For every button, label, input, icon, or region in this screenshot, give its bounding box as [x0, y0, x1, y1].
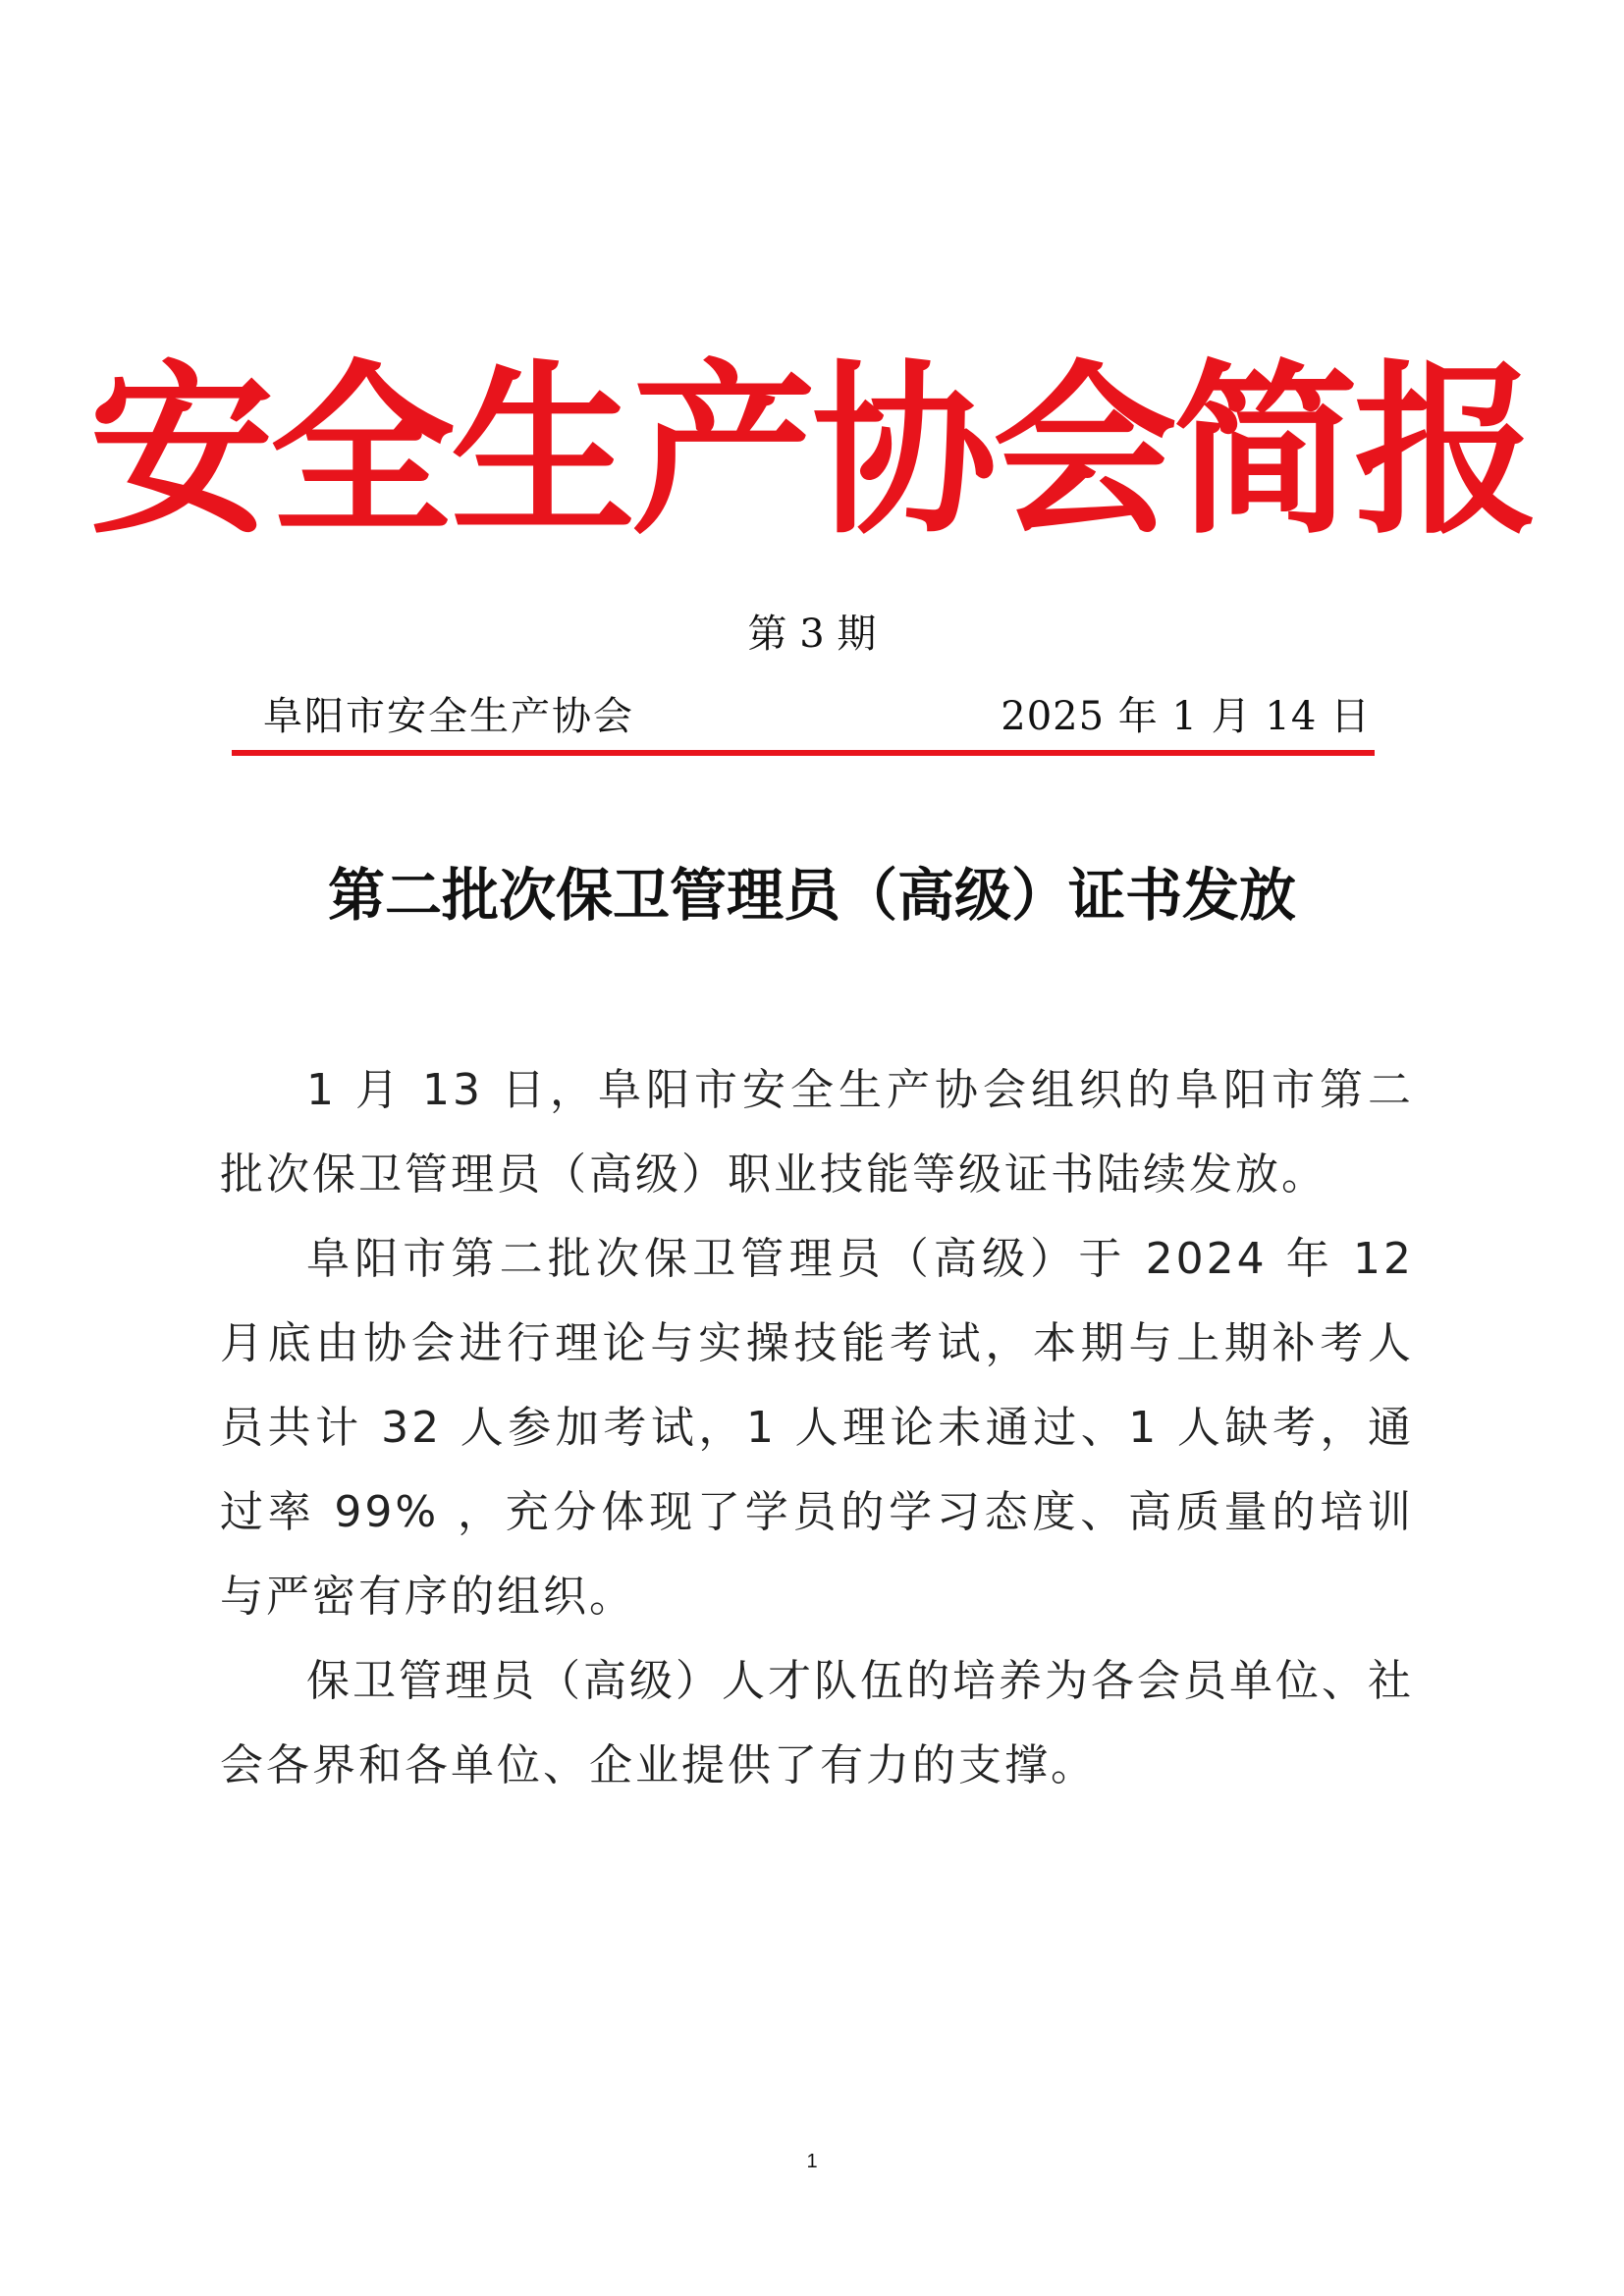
- article-title: 第二批次保卫管理员（高级）证书发放: [327, 862, 1296, 929]
- article-body: [220, 1048, 1414, 1808]
- masthead-title: 安全生产协会简报: [89, 343, 1535, 560]
- paragraph: 1 月 13 日，阜阳市安全生产协会组织的阜阳市第二批次保卫管理员（高级）职业技能等级证书陆续发放。: [220, 1065, 1414, 1200]
- page-number: 1: [806, 2151, 818, 2172]
- issue-date: 2025 年 1 月 14 日: [1001, 694, 1371, 739]
- red-divider: [232, 750, 1375, 756]
- paragraph: 阜阳市第二批次保卫管理员（高级）于 2024 年 12 月底由协会进行理论与实操技能考试，本期与上期补考人员共计 32 人参加考试，1 人理论未通过、1 人缺考，通过率 99% ，充分体现了学员的学习态度、高质量的培训与严密有序的组织。: [220, 1234, 1414, 1622]
- issue-number: 第 3 期: [747, 612, 877, 657]
- issuer-name: 阜阳市安全生产协会: [263, 694, 634, 739]
- paragraph: 保卫管理员（高级）人才队伍的培养为各会员单位、社会各界和各单位、企业提供了有力的支撑。: [220, 1656, 1414, 1790]
